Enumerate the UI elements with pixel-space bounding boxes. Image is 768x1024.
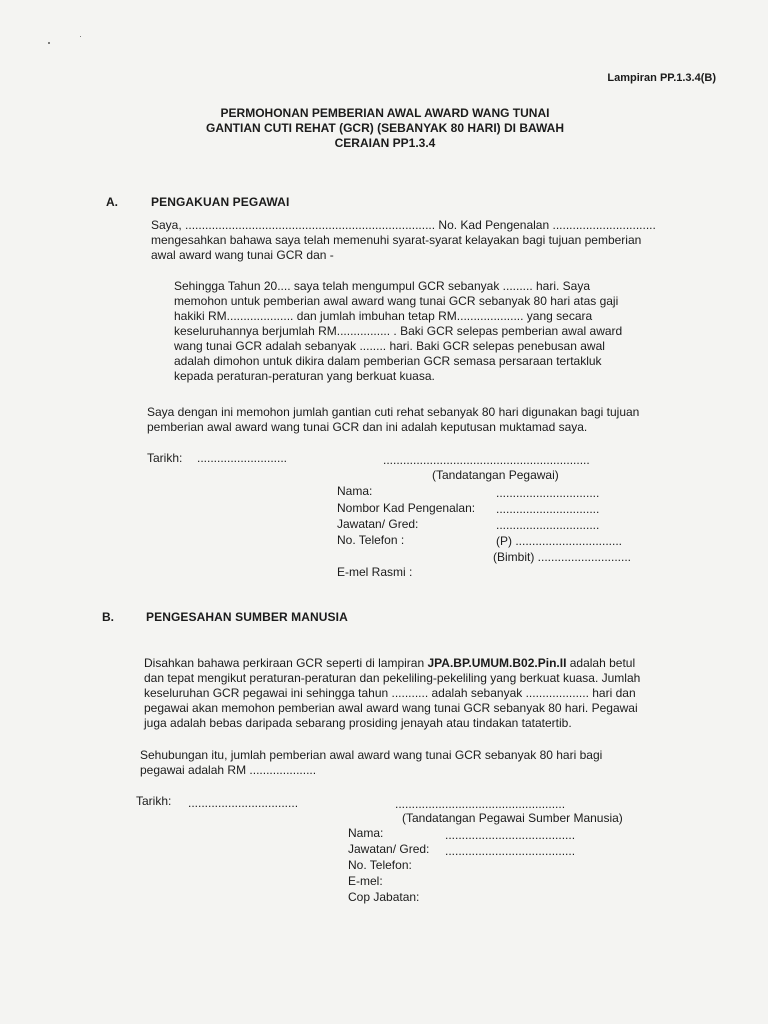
section-b-paragraph-1 xyxy=(144,656,640,731)
scan-speck xyxy=(48,42,50,44)
hr-position-label: Jawatan/ Gred: xyxy=(348,842,430,856)
text-line: kepada peraturan-peraturan yang berkuat kuasa. xyxy=(174,369,435,383)
section-a-paragraph-1 xyxy=(151,218,656,263)
officer-email-label: E-mel Rasmi : xyxy=(337,565,413,579)
text-line: awal award wang tunai GCR dan - xyxy=(151,248,334,262)
section-b-signature-line[interactable]: ................................................... xyxy=(395,797,566,811)
document-title xyxy=(150,106,620,151)
text-span: Disahkan bahawa perkiraan GCR seperti di lampiran xyxy=(144,656,428,670)
section-a-date-label: Tarikh: xyxy=(147,451,183,465)
hr-position-field[interactable]: ....................................... xyxy=(445,844,576,858)
text-line: dan tepat mengikut peraturan-peraturan dan pekeliling-pekeliling yang berkuat kuasa. Jumlah xyxy=(144,671,641,685)
text-line: Sehubungan itu, jumlah pemberian awal award wang tunai GCR sebanyak 80 hari bagi xyxy=(140,748,603,762)
officer-position-label: Jawatan/ Gred: xyxy=(337,517,419,531)
text-line: wang tunai GCR adalah sebanyak ........ hari. Baki GCR selepas penebusan awal xyxy=(174,339,605,353)
hr-name-field[interactable]: ....................................... xyxy=(445,828,576,842)
text-line: adalah dimohon untuk dikira dalam pemberian GCR semasa persaraan tertakluk xyxy=(174,354,602,368)
text-line: keseluruhan GCR pegawai ini sehingga tahun ........... adalah sebanyak ................... hari dan xyxy=(144,686,636,700)
scan-speck xyxy=(80,36,81,37)
title-line: GANTIAN CUTI REHAT (GCR) (SEBANYAK 80 HARI) DI BAWAH xyxy=(205,121,564,135)
officer-phone-office-field[interactable]: (P) ................................ xyxy=(496,534,623,548)
section-a-signature-line[interactable]: .............................................................. xyxy=(383,453,590,467)
hr-email-label: E-mel: xyxy=(348,874,383,888)
section-a-paragraph-3 xyxy=(147,405,639,435)
text-line: juga adalah bebas daripada sebarang prosiding jenayah atau tindakan tatatertib. xyxy=(144,716,572,730)
hr-phone-label: No. Telefon: xyxy=(348,858,412,872)
officer-ic-label: Nombor Kad Pengenalan: xyxy=(337,501,476,515)
text-line: keseluruhannya berjumlah RM................ . Baki GCR selepas pemberian awal award xyxy=(174,324,623,338)
text-line xyxy=(144,656,640,671)
officer-ic-field[interactable]: ............................... xyxy=(496,502,600,516)
text-line: pegawai adalah RM .................... xyxy=(140,763,317,777)
text-line: Sehingga Tahun 20.... saya telah mengumpul GCR sebanyak ......... hari. Saya xyxy=(174,279,591,293)
officer-name-field[interactable]: ............................... xyxy=(496,486,600,500)
text-line: memohon untuk pemberian awal award wang tunai GCR sebanyak 80 hari atas gaji xyxy=(174,294,619,308)
section-b-letter: B. xyxy=(102,610,114,624)
officer-position-field[interactable]: ............................... xyxy=(496,518,600,532)
title-line: CERAIAN PP1.3.4 xyxy=(334,136,436,150)
text-line: Saya dengan ini memohon jumlah gantian cuti rehat sebanyak 80 hari digunakan bagi tujuan xyxy=(147,405,640,419)
text-line: mengesahkan bahawa saya telah memenuhi syarat-syarat kelayakan bagi tujuan pemberian xyxy=(151,233,642,247)
section-b-paragraph-2 xyxy=(140,748,602,778)
text-line: pegawai akan memohon pemberian awal award wang tunai GCR sebanyak 80 hari. Pegawai xyxy=(144,701,638,715)
section-b-date-label: Tarikh: xyxy=(136,794,172,808)
section-a-title: PENGAKUAN PEGAWAI xyxy=(151,195,290,209)
circular-reference: JPA.BP.UMUM.B02.Pin.II xyxy=(427,656,567,670)
officer-phone-mobile-field[interactable]: (Bimbit) ............................ xyxy=(493,550,632,564)
document-reference: Lampiran PP.1.3.4(B) xyxy=(607,72,716,84)
section-a-letter: A. xyxy=(106,195,118,209)
section-b-date-field[interactable]: ................................. xyxy=(188,796,299,810)
text-span: adalah betul xyxy=(566,656,636,670)
text-line: hakiki RM.................... dan jumlah imbuhan tetap RM.................... yang secara xyxy=(174,309,593,323)
officer-phone-label: No. Telefon : xyxy=(337,533,405,547)
section-b-signature-caption: (Tandatangan Pegawai Sumber Manusia) xyxy=(402,811,623,825)
section-b-title: PENGESAHAN SUMBER MANUSIA xyxy=(146,610,348,624)
hr-department-stamp-label: Cop Jabatan: xyxy=(348,890,420,904)
section-a-paragraph-2 xyxy=(174,279,622,384)
title-line: PERMOHONAN PEMBERIAN AWAL AWARD WANG TUNAI xyxy=(220,106,550,120)
text-line: Saya, ........................................................................... No. Kad Pengenalan ............................... xyxy=(151,218,656,232)
hr-name-label: Nama: xyxy=(348,826,384,840)
section-a-signature-caption: (Tandatangan Pegawai) xyxy=(432,468,559,482)
section-a-date-field[interactable]: ........................... xyxy=(197,451,288,465)
officer-name-label: Nama: xyxy=(337,484,373,498)
text-line: pemberian awal award wang tunai GCR dan ini adalah keputusan muktamad saya. xyxy=(147,420,588,434)
